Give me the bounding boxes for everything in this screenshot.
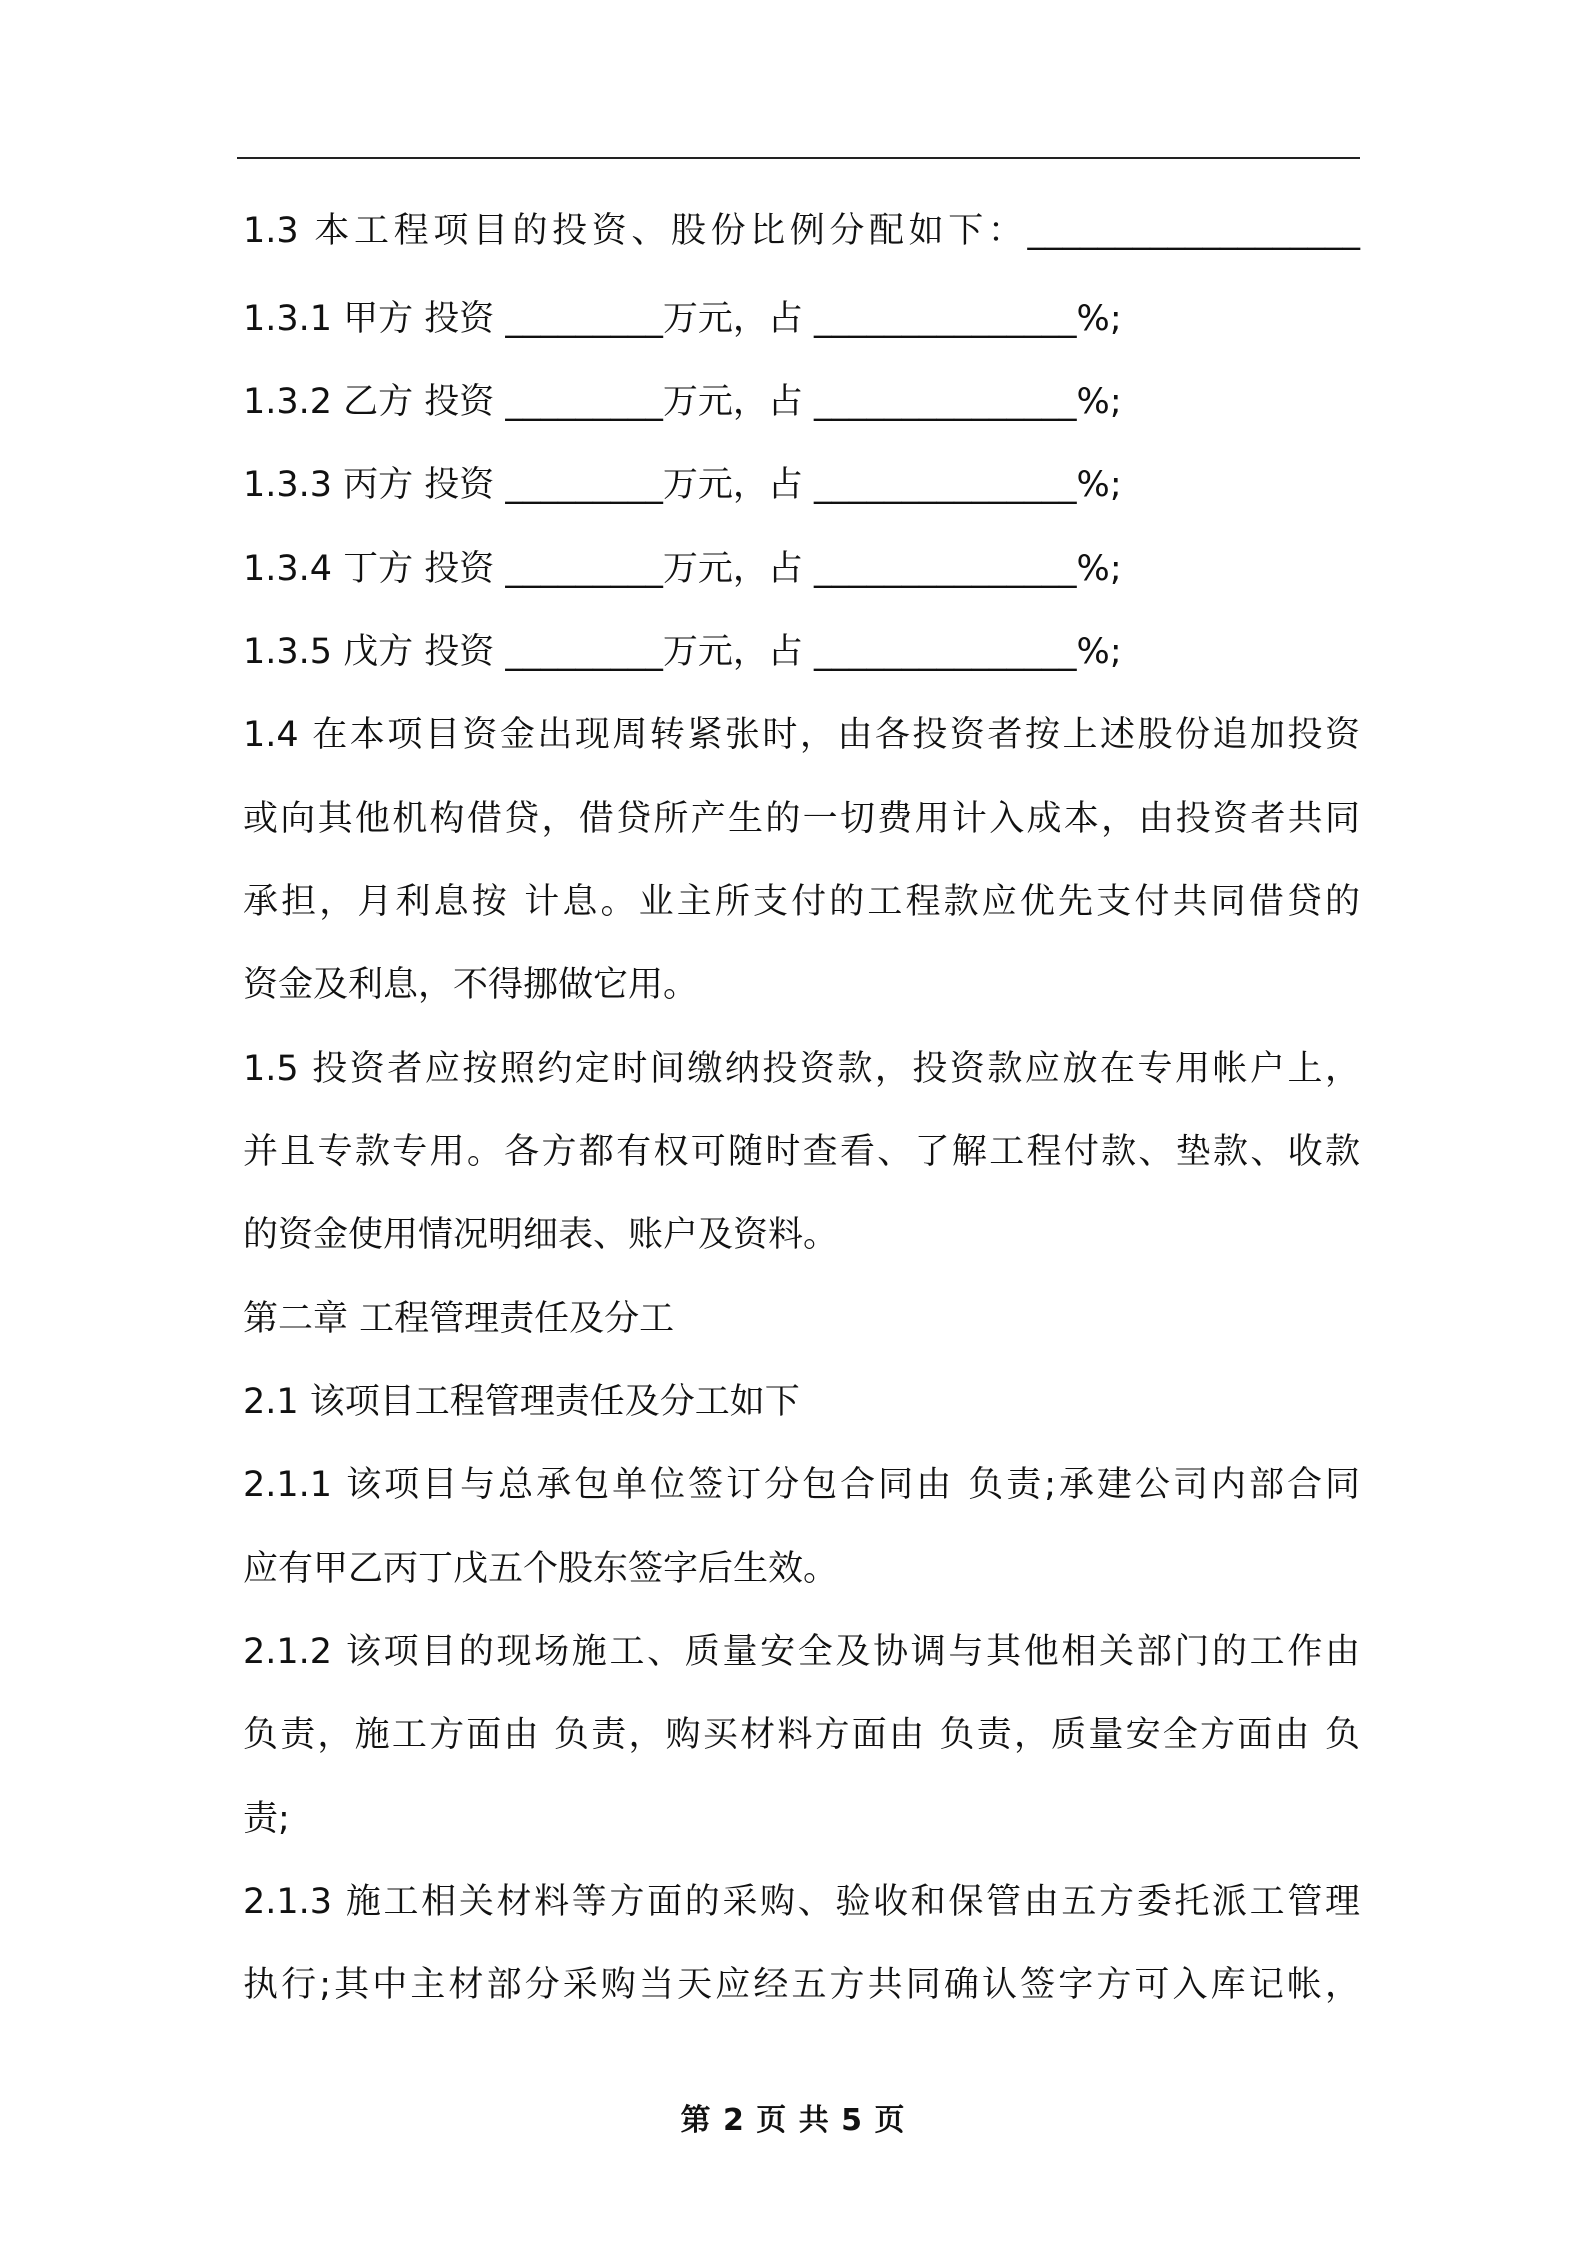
clause-1-3-2: 1.3.2 乙方 投资 _________万元，占 _______________%; (243, 382, 1122, 422)
clause-1-4-line-1: 1.4 在本项目资金出现周转紧张时，由各投资者按上述股份追加投资 (243, 715, 1360, 755)
clause-2-1-3-line-2: 执行;其中主材部分采购当天应经五方共同确认签字方可入库记帐， (243, 1965, 1360, 2005)
clause-1-3-4: 1.3.4 丁方 投资 _________万元，占 _______________%; (243, 549, 1122, 589)
clause-1-4-line-3: 承担，月利息按 计息。业主所支付的工程款应优先支付共同借贷的 (243, 882, 1360, 922)
clause-2-1-2-line-1: 2.1.2 该项目的现场施工、质量安全及协调与其他相关部门的工作由 (243, 1632, 1360, 1672)
header-rule (237, 157, 1360, 159)
clause-1-3: 1.3 本工程项目的投资、股份比例分配如下：___________________ (243, 211, 1360, 251)
clause-1-3-3: 1.3.3 丙方 投资 _________万元，占 _______________%; (243, 465, 1122, 505)
clause-1-4-line-2: 或向其他机构借贷，借贷所产生的一切费用计入成本，由投资者共同 (243, 799, 1360, 839)
clause-2-1-1-line-1: 2.1.1 该项目与总承包单位签订分包合同由 负责;承建公司内部合同 (243, 1465, 1360, 1505)
chapter-2-heading: 第二章 工程管理责任及分工 (243, 1299, 675, 1339)
clause-1-4-line-4: 资金及利息，不得挪做它用。 (243, 965, 699, 1005)
clause-1-3-1: 1.3.1 甲方 投资 _________万元，占 _______________%; (243, 299, 1122, 339)
clause-2-1: 2.1 该项目工程管理责任及分工如下 (243, 1382, 800, 1422)
clause-2-1-1-line-2: 应有甲乙丙丁戊五个股东签字后生效。 (243, 1549, 839, 1589)
clause-1-5-line-2: 并且专款专用。各方都有权可随时查看、了解工程付款、垫款、收款 (243, 1132, 1360, 1172)
clause-2-1-3-line-1: 2.1.3 施工相关材料等方面的采购、验收和保管由五方委托派工管理 (243, 1882, 1360, 1922)
clause-1-5-line-3: 的资金使用情况明细表、账户及资料。 (243, 1215, 839, 1255)
clause-2-1-2-line-3: 责; (243, 1799, 290, 1839)
page-number-footer: 第 2 页 共 5 页 (680, 2103, 906, 2138)
clause-2-1-2-line-2: 负责，施工方面由 负责，购买材料方面由 负责，质量安全方面由 负 (243, 1715, 1360, 1755)
clause-1-3-5: 1.3.5 戊方 投资 _________万元，占 _______________%; (243, 632, 1122, 672)
clause-1-5-line-1: 1.5 投资者应按照约定时间缴纳投资款，投资款应放在专用帐户上， (243, 1049, 1360, 1089)
